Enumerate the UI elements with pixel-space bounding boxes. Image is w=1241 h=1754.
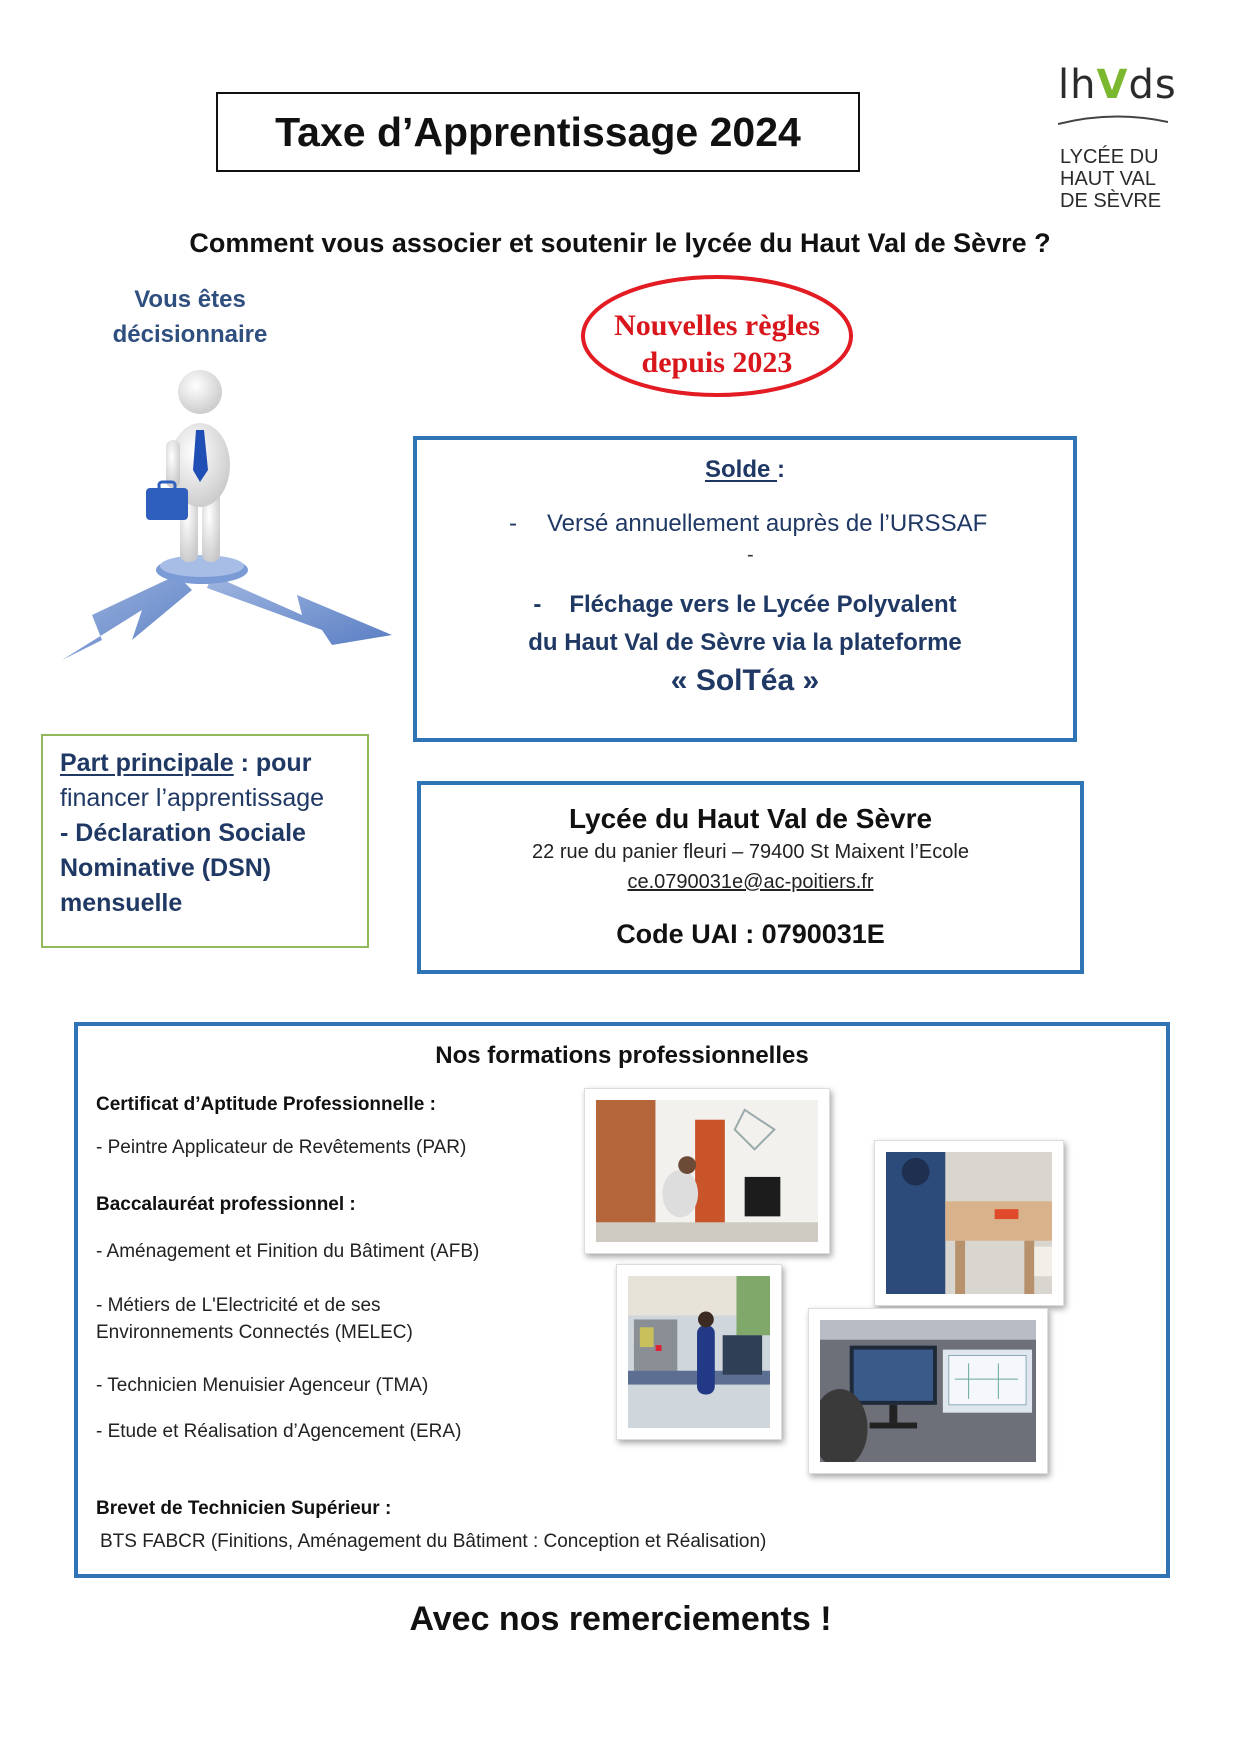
- school-logo: [1040, 62, 1200, 222]
- solde-bullet2: - Fléchage vers le Lycée Polyvalent du Haut Val de Sèvre via la plateforme: [528, 591, 962, 656]
- school-contact-box: [417, 781, 1084, 974]
- thanks-message: Avec nos remerciements !: [409, 1600, 832, 1638]
- subtitle: Comment vous associer et soutenir le lycée du Haut Val de Sèvre ?: [189, 228, 1051, 258]
- new-rules-callout: [580, 274, 854, 398]
- part-principale-label: Part principale: [60, 749, 234, 777]
- list-item: - Métiers de L'Electricité et de ses Environnements Connectés (MELEC): [96, 1295, 413, 1343]
- logo-name: LYCÉE DU HAUT VAL DE SÈVRE: [1060, 146, 1162, 212]
- page-title: Taxe d’Apprentissage 2024: [216, 92, 860, 172]
- part-principale-box: Part principale : pour financer l’apprentissage - Déclaration Sociale Nominative (DSN) mensuelle: [41, 734, 369, 948]
- solde-separator: -: [747, 544, 754, 566]
- businessman-crossroads-illustration: [62, 370, 402, 670]
- solde-box: [413, 436, 1077, 742]
- solde-heading: Solde :: [704, 456, 785, 483]
- school-address: 22 rue du panier fleuri – 79400 St Maixent l’Ecole: [532, 841, 969, 863]
- photo-electrical: [616, 1264, 782, 1440]
- photo-painter: [584, 1088, 830, 1254]
- new-rules-line2: depuis 2023: [641, 346, 793, 379]
- bac-heading: Baccalauréat professionnel :: [96, 1194, 356, 1215]
- photo-cad-computers: [808, 1308, 1048, 1474]
- solde-bullet1: - Versé annuellement auprès de l’URSSAF: [509, 510, 988, 537]
- list-item: BTS FABCR (Finitions, Aménagement du Bâtiment : Conception et Réalisation): [100, 1531, 767, 1552]
- decision-maker-label: Vous êtes décisionnaire: [112, 286, 268, 348]
- school-uai-code: Code UAI : 0790031E: [616, 919, 885, 949]
- list-item: - Peintre Applicateur de Revêtements (PAR): [96, 1137, 467, 1158]
- formations-title: Nos formations professionnelles: [435, 1042, 809, 1069]
- cap-heading: Certificat d’Aptitude Professionnelle :: [96, 1094, 436, 1115]
- formations-box: [74, 1022, 1170, 1578]
- bts-heading: Brevet de Technicien Supérieur :: [96, 1498, 392, 1519]
- logo-swoosh-icon: [1058, 114, 1168, 128]
- photo-woodwork: [874, 1140, 1064, 1306]
- school-name: Lycée du Haut Val de Sèvre: [568, 803, 933, 834]
- new-rules-line1: Nouvelles règles: [614, 309, 820, 342]
- list-item: - Aménagement et Finition du Bâtiment (AFB): [96, 1241, 480, 1262]
- logo-mark: lhVds: [1058, 62, 1177, 108]
- list-item: - Etude et Réalisation d’Agencement (ERA): [96, 1421, 462, 1442]
- list-item: - Technicien Menuisier Agenceur (TMA): [96, 1375, 429, 1396]
- school-email-link[interactable]: ce.0790031e@ac-poitiers.fr: [627, 871, 874, 893]
- soltea-platform: « SolTéa »: [670, 664, 820, 697]
